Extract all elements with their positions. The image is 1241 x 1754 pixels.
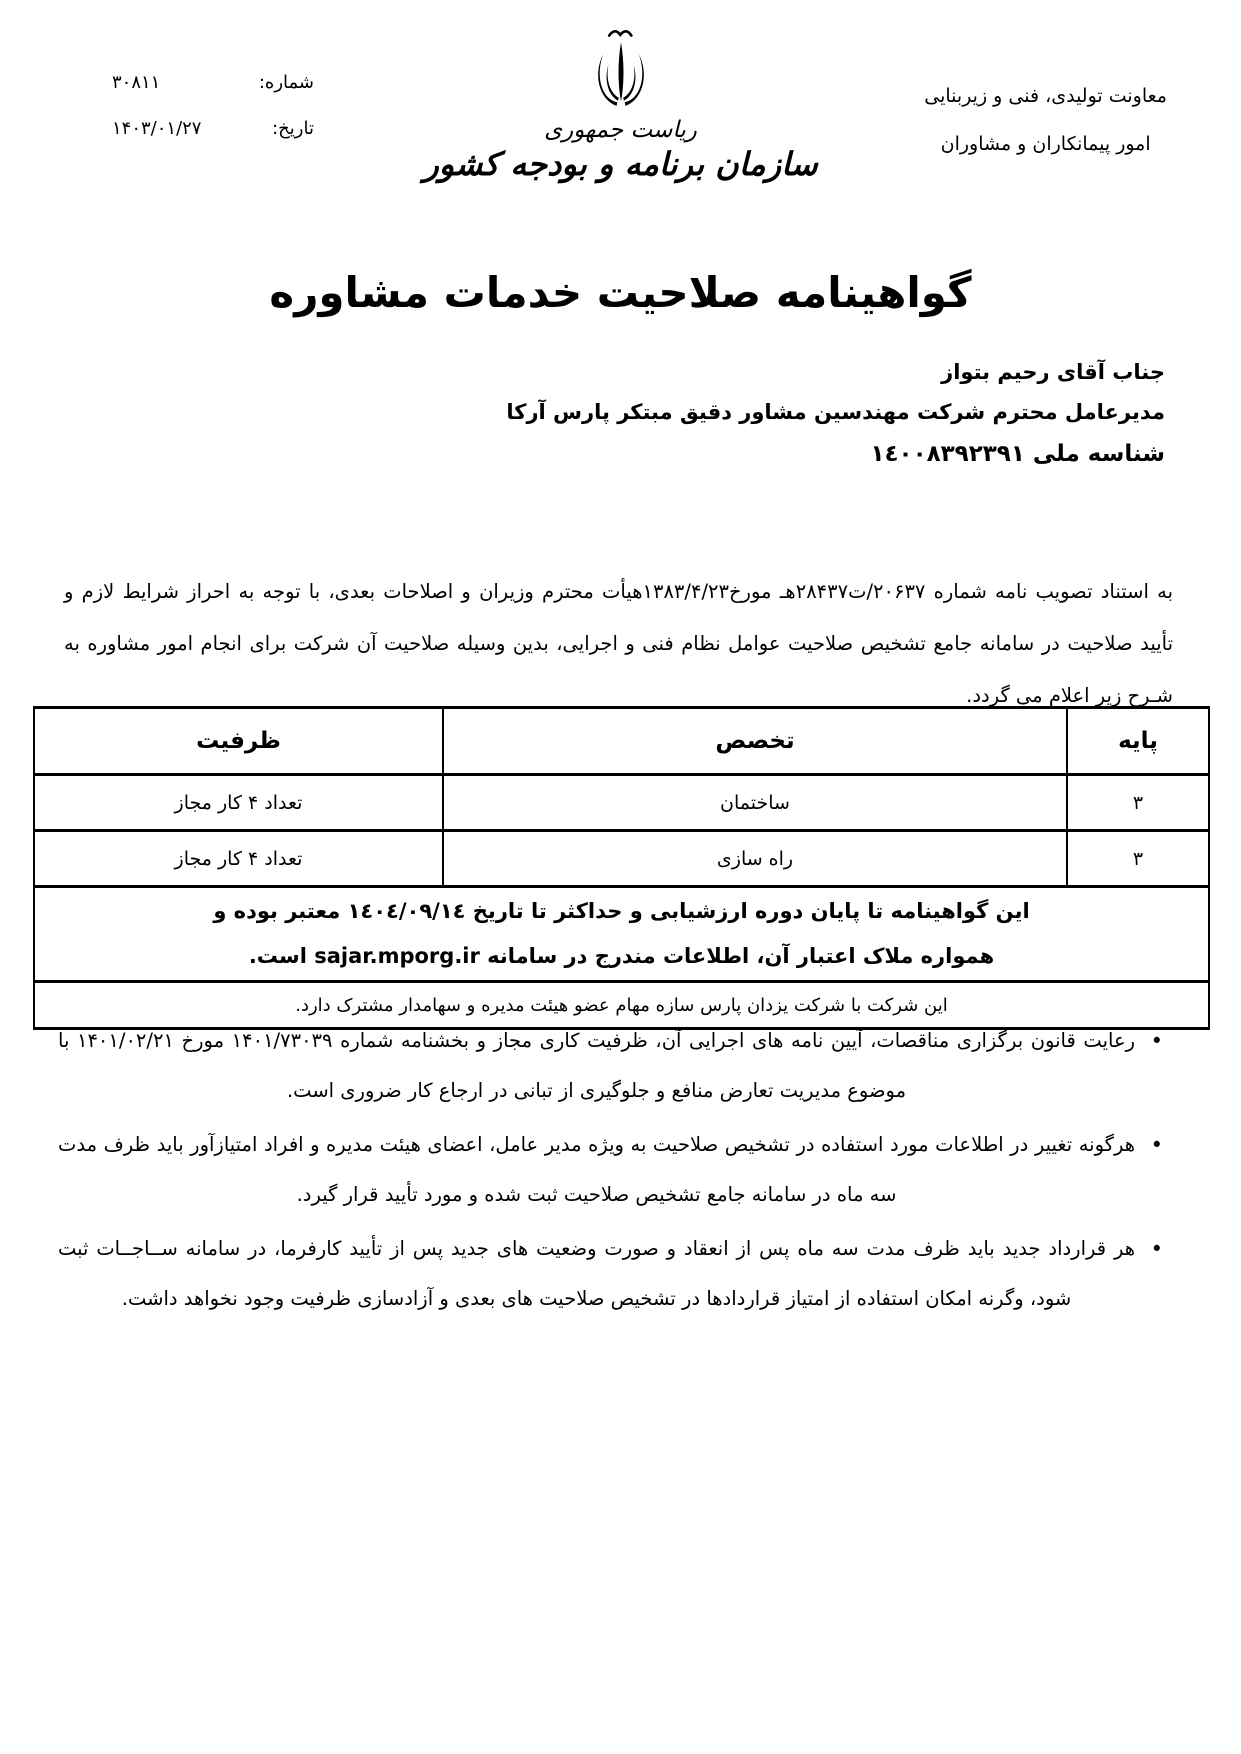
shareholder-note: این شرکت با شرکت یزدان پارس سازه مهام عضو هیئت مدیره و سهامدار مشترک دارد. bbox=[34, 982, 1209, 1029]
department-block bbox=[924, 72, 1167, 168]
grade-cell: ۳ bbox=[1067, 775, 1209, 831]
deputy-name: معاونت تولیدی، فنی و زیربنایی bbox=[924, 85, 1167, 107]
grade-cell: ۳ bbox=[1067, 831, 1209, 887]
doc-date-label: تاریخ: bbox=[272, 118, 314, 139]
body-paragraph: به استناد تصویب نامه شماره ۲۰۶۳۷/ت۲۸۴۳۷هـ مورخ۱۳۸۳/۴/۲۳هیأت محترم وزیران و اصلاحات بعدی، با توجه به احراز شرایط لازم و تأیید صلاحیت در سامانه جامع تشخیص صلاحیت عوامل نظام فنی و اجرایی، بدین وسیله صلاحیت آن شرکت برای انجام امور مشاوره به شـرح زیر اعلام می گردد. bbox=[64, 580, 1174, 707]
bullet-icon: • bbox=[1150, 1133, 1163, 1157]
doc-number-label: شماره: bbox=[258, 72, 314, 93]
addressee-position: مدیرعامل محترم شرکت مهندسین مشاور دقیق مبتکر پارس آرکا bbox=[506, 400, 1165, 424]
validity-note-line1: این گواهینامه تا پایان دوره ارزشیابی و حداکثر تا تاریخ ۱٤۰٤/۰۹/۱٤ معتبر بوده و bbox=[213, 899, 1030, 923]
qualification-table bbox=[33, 706, 1210, 1030]
iran-emblem-icon bbox=[584, 26, 658, 114]
doc-number-value: ۳۰۸۱۱ bbox=[112, 72, 161, 93]
validity-note-line2: همواره ملاک اعتبار آن، اطلاعات مندرج در سامانه sajar.mporg.ir است. bbox=[248, 944, 995, 968]
condition-text: هر قرارداد جدید باید ظرف مدت سه ماه پس از انعقاد و صورت وضعیت های جدید پس از تأیید کارفرما، در سامانه ســاجــات ثبت شود، وگرنه امکان استفاده از امتیاز قراردادها در تشخیص صلاحیت های بعدی و آزادسازی ظرفیت وجود نخواهد داشت. bbox=[58, 1237, 1135, 1310]
specialty-cell: ساختمان bbox=[443, 775, 1067, 831]
validity-note bbox=[34, 887, 1209, 982]
certificate-title: گواهینامه صلاحیت خدمات مشاوره bbox=[269, 268, 972, 317]
capacity-cell: تعداد ۴ کار مجاز bbox=[34, 775, 443, 831]
conditions-list bbox=[58, 1016, 1171, 1328]
addressee-block bbox=[506, 352, 1165, 474]
table-row bbox=[34, 831, 1209, 887]
grade-header: پایه bbox=[1067, 708, 1209, 775]
condition-text: رعایت قانون برگزاری مناقصات، آیین نامه های اجرایی آن، ظرفیت کاری مجاز و بخشنامه شماره ۱۴۰۱/۷۳۰۳۹ مورخ ۱۴۰۱/۰۲/۲۱ با موضوع مدیریت تعارض منافع و جلوگیری از تبانی در ارجاع کار ضروری است. bbox=[58, 1029, 1135, 1102]
bullet-icon: • bbox=[1150, 1237, 1163, 1261]
specialty-header: تخصص bbox=[443, 708, 1067, 775]
office-name: امور پیمانکاران و مشاوران bbox=[940, 133, 1151, 155]
bullet-icon: • bbox=[1150, 1029, 1163, 1053]
condition-text: هرگونه تغییر در اطلاعات مورد استفاده در تشخیص صلاحیت به ویژه مدیر عامل، اعضای هیئت مدیره و افراد امتیازآور باید ظرف مدت سه ماه در سامانه جامع تشخیص صلاحیت ثبت شده و مورد تأیید قرار گیرد. bbox=[58, 1133, 1135, 1206]
table-header-row bbox=[34, 708, 1209, 775]
specialty-cell: راه سازی bbox=[443, 831, 1067, 887]
capacity-cell: تعداد ۴ کار مجاز bbox=[34, 831, 443, 887]
list-item bbox=[58, 1224, 1171, 1324]
doc-date-value: ۱۴۰۳/۰۱/۲۷ bbox=[112, 118, 202, 139]
addressee-salutation: جناب آقای رحیم بتواز bbox=[941, 360, 1165, 384]
list-item bbox=[58, 1016, 1171, 1116]
presidency-caption: ریاست جمهوری bbox=[544, 117, 697, 143]
list-item bbox=[58, 1120, 1171, 1220]
organization-name: سازمان برنامه و بودجه کشور bbox=[423, 145, 818, 183]
addressee-national-id: شناسه ملی ۱٤۰۰۸۳۹۲۳۹۱ bbox=[870, 441, 1165, 467]
table-row bbox=[34, 775, 1209, 831]
capacity-header: ظرفیت bbox=[34, 708, 443, 775]
validity-row bbox=[34, 887, 1209, 982]
